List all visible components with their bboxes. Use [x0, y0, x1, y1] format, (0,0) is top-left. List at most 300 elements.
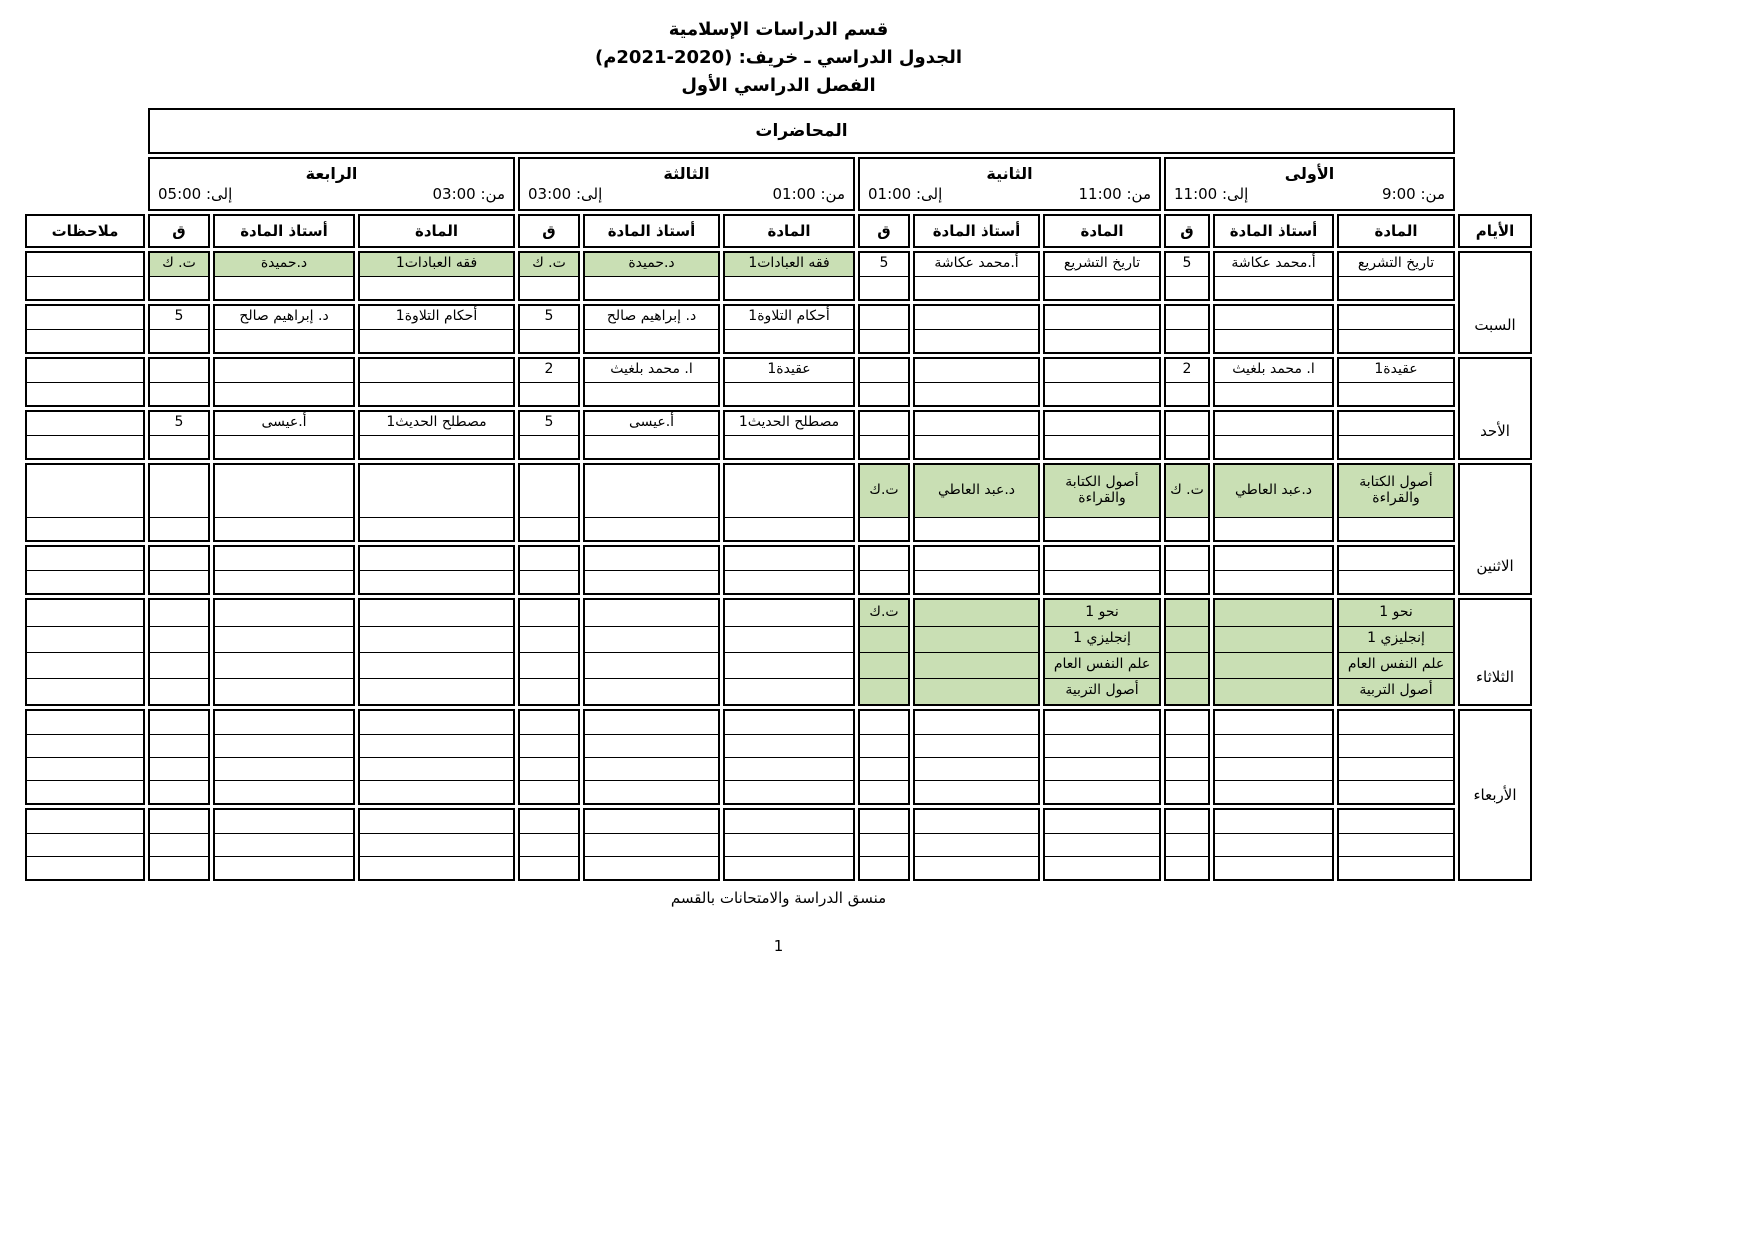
schedule-cell [150, 652, 208, 678]
schedule-cell [725, 329, 853, 352]
schedule-cell [915, 652, 1038, 678]
schedule-cell [1215, 734, 1332, 757]
header-room-p1: ق [1164, 214, 1210, 248]
schedule-cell [215, 856, 353, 879]
schedule-cell [860, 359, 908, 382]
schedule-cell-column [518, 709, 580, 805]
schedule-cell [1166, 517, 1208, 540]
schedule-cell [27, 570, 143, 593]
schedule-cell [360, 329, 513, 352]
period-second-to: إلى: 01:00 [868, 185, 943, 204]
schedule-cell-column [723, 410, 855, 460]
schedule-cell [1339, 276, 1453, 299]
schedule-cell: 2 [1182, 361, 1192, 378]
schedule-cell [860, 833, 908, 856]
schedule-cell-column [913, 709, 1040, 805]
schedule-cell [725, 465, 853, 517]
schedule-cell [1045, 734, 1159, 757]
schedule-cell [27, 412, 143, 435]
schedule-cell [215, 652, 353, 678]
schedule-cell [860, 757, 908, 780]
schedule-cell-column [1213, 808, 1334, 881]
schedule-cell [585, 652, 718, 678]
schedule-cell [520, 780, 578, 803]
schedule-cell [1045, 306, 1159, 329]
schedule-cell-column [858, 545, 910, 595]
schedule-cell [585, 329, 718, 352]
schedule-cell-column [583, 709, 720, 805]
schedule-cell-column [518, 598, 580, 706]
schedule-cell-column [1337, 463, 1455, 542]
lectures-header-row [25, 108, 1532, 154]
schedule-cell-column [1337, 251, 1455, 301]
header-teacher-p1: أستاذ المادة [1213, 214, 1334, 248]
schedule-cell [360, 600, 513, 626]
schedule-sub-block [25, 251, 1455, 301]
schedule-cell-column [148, 545, 210, 595]
schedule-cell [1166, 570, 1208, 593]
schedule-cell-column [1043, 709, 1161, 805]
schedule-cell [1215, 780, 1332, 803]
schedule-cell: أ.محمد عكاشة [1231, 255, 1316, 272]
schedule-cell [860, 856, 908, 879]
schedule-cell: د.حميدة [215, 253, 353, 276]
schedule-cell-column [1337, 808, 1455, 881]
schedule-cell [1339, 547, 1453, 570]
schedule-cell-column [1164, 709, 1210, 805]
schedule-cell [360, 711, 513, 734]
header-subject-p3: المادة [723, 214, 855, 248]
schedule-cell [1166, 600, 1208, 626]
schedule-cell [725, 547, 853, 570]
schedule-cell [520, 600, 578, 626]
schedule-cell-column [858, 808, 910, 881]
schedule-cell [915, 734, 1038, 757]
day-content [25, 251, 1455, 354]
schedule-cell [215, 435, 353, 458]
schedule-cell-column [583, 598, 720, 706]
schedule-cell-column [518, 357, 580, 407]
day-label: الأربعاء [1458, 709, 1532, 881]
day-content [25, 598, 1455, 706]
schedule-cell [1339, 757, 1453, 780]
schedule-cell [27, 652, 143, 678]
schedule-cell [585, 757, 718, 780]
schedule-cell-column [148, 463, 210, 542]
schedule-cell [360, 734, 513, 757]
schedule-cell-column [913, 598, 1040, 706]
semester-title: الفصل الدراسي الأول [681, 74, 876, 96]
schedule-cell-column [1213, 357, 1334, 407]
schedule-cell-column [358, 410, 515, 460]
schedule-cell [150, 833, 208, 856]
schedule-table [25, 108, 1532, 881]
schedule-cell [27, 626, 143, 652]
schedule-cell-column [148, 410, 210, 460]
schedule-cell [725, 810, 853, 833]
schedule-cell [860, 412, 908, 435]
period-third-from: من: 01:00 [772, 185, 845, 204]
schedule-cell [27, 856, 143, 879]
schedule-cell-column [1043, 545, 1161, 595]
schedule-cell-column [358, 709, 515, 805]
schedule-cell [1166, 306, 1208, 329]
schedule-cell: تاريخ التشريع [1063, 255, 1141, 272]
schedule-cell [860, 711, 908, 734]
schedule-cell [860, 652, 908, 678]
schedule-cell [150, 517, 208, 540]
period-third-name: الثالثة [663, 164, 710, 184]
schedule-cell-column [858, 463, 910, 542]
schedule-cell-column [25, 545, 145, 595]
schedule-cell [915, 626, 1038, 652]
schedule-cell-column [1213, 598, 1334, 706]
schedule-cell [27, 329, 143, 352]
schedule-cell-column [583, 357, 720, 407]
schedule-cell: 5 [879, 255, 889, 272]
schedule-cell [915, 570, 1038, 593]
schedule-cell-column [1213, 545, 1334, 595]
schedule-cell [1166, 757, 1208, 780]
schedule-cell [520, 734, 578, 757]
schedule-cell-column [25, 410, 145, 460]
spacer [1458, 108, 1532, 154]
header-room-p4: ق [148, 214, 210, 248]
schedule-cell [725, 570, 853, 593]
schedule-cell [150, 678, 208, 704]
schedule-cell-column [518, 304, 580, 354]
schedule-cell [1045, 517, 1159, 540]
schedule-cell [915, 678, 1038, 704]
schedule-cell [860, 276, 908, 299]
schedule-sub-block [25, 357, 1455, 407]
schedule-cell [520, 833, 578, 856]
schedule-cell [215, 833, 353, 856]
schedule-cell: أصول التربية [1045, 678, 1159, 704]
schedule-cell-column [1213, 251, 1334, 301]
schedule-cell-column [1164, 808, 1210, 881]
header-room-p2: ق [858, 214, 910, 248]
schedule-cell-column [213, 598, 355, 706]
period-second-from: من: 11:00 [1078, 185, 1151, 204]
schedule-cell [1215, 547, 1332, 570]
schedule-cell: 2 [544, 361, 554, 378]
schedule-cell [27, 435, 143, 458]
schedule-cell [725, 382, 853, 405]
schedule-cell [150, 465, 208, 517]
schedule-cell-column [1043, 357, 1161, 407]
schedule-cell-column [1337, 545, 1455, 595]
schedule-cell-column [25, 357, 145, 407]
schedule-cell [520, 810, 578, 833]
schedule-cell [150, 711, 208, 734]
schedule-cell [1215, 757, 1332, 780]
schedule-cell [1215, 570, 1332, 593]
schedule-cell [520, 435, 578, 458]
spacer [1458, 157, 1532, 211]
period-third [518, 157, 855, 211]
schedule-cell [215, 734, 353, 757]
schedule-cell [150, 856, 208, 879]
schedule-cell [725, 856, 853, 879]
schedule-cell [150, 276, 208, 299]
schedule-sub-block [25, 598, 1455, 706]
schedule-cell: د. إبراهيم صالح [606, 308, 697, 325]
period-second-name: الثانية [986, 164, 1033, 184]
schedule-cell-column [358, 304, 515, 354]
schedule-cell [150, 734, 208, 757]
day-row-الثلاثاء [25, 598, 1532, 706]
schedule-cell [725, 517, 853, 540]
schedule-cell [215, 465, 353, 517]
header-subject-p1: المادة [1337, 214, 1455, 248]
schedule-cell [27, 276, 143, 299]
days-container [25, 251, 1532, 881]
period-second [858, 157, 1161, 211]
schedule-cell [725, 711, 853, 734]
schedule-cell: علم النفس العام [1339, 652, 1453, 678]
schedule-cell [725, 276, 853, 299]
schedule-cell [27, 757, 143, 780]
schedule-cell [860, 306, 908, 329]
schedule-cell-column [213, 709, 355, 805]
schedule-cell [585, 570, 718, 593]
schedule-cell-column [1337, 709, 1455, 805]
schedule-cell-column [25, 251, 145, 301]
schedule-cell-column [518, 545, 580, 595]
column-header-row [25, 214, 1532, 248]
schedule-cell-column [1337, 598, 1455, 706]
schedule-cell: ا. محمد بلغيث [1232, 361, 1315, 378]
schedule-cell [915, 435, 1038, 458]
schedule-cell-column [723, 808, 855, 881]
schedule-cell-column [25, 463, 145, 542]
schedule-cell-column [358, 598, 515, 706]
schedule-cell-column [148, 598, 210, 706]
period-first-name: الأولى [1284, 164, 1335, 184]
schedule-cell [215, 517, 353, 540]
schedule-cell [27, 600, 143, 626]
schedule-cell [860, 626, 908, 652]
schedule-cell [520, 711, 578, 734]
schedule-cell: د.عبد العاطي [915, 465, 1038, 517]
schedule-cell [27, 711, 143, 734]
schedule-cell [1045, 276, 1159, 299]
schedule-cell-column [25, 598, 145, 706]
day-row-الأربعاء [25, 709, 1532, 881]
schedule-cell [585, 833, 718, 856]
schedule-cell [585, 856, 718, 879]
schedule-cell-column [583, 410, 720, 460]
schedule-cell: إنجليزي 1 [1339, 626, 1453, 652]
schedule-cell [915, 810, 1038, 833]
schedule-cell [585, 678, 718, 704]
schedule-cell [27, 547, 143, 570]
schedule-cell [360, 547, 513, 570]
schedule-cell [915, 306, 1038, 329]
schedule-cell [150, 329, 208, 352]
schedule-cell [1215, 810, 1332, 833]
schedule-cell-column [148, 357, 210, 407]
schedule-cell [150, 547, 208, 570]
schedule-cell-column [723, 598, 855, 706]
schedule-sheet [25, 0, 1532, 955]
period-fourth [148, 157, 515, 211]
schedule-cell [1166, 626, 1208, 652]
day-row-السبت [25, 251, 1532, 354]
schedule-cell [915, 780, 1038, 803]
schedule-cell [1045, 412, 1159, 435]
schedule-cell-column [25, 709, 145, 805]
day-row-الاثنين [25, 463, 1532, 595]
day-label: الاثنين [1458, 463, 1532, 595]
schedule-cell [360, 678, 513, 704]
schedule-cell [1166, 547, 1208, 570]
schedule-cell [520, 329, 578, 352]
day-label: الأحد [1458, 357, 1532, 460]
schedule-cell [915, 600, 1038, 626]
schedule-cell [1339, 382, 1453, 405]
schedule-cell [520, 517, 578, 540]
schedule-cell-column [1213, 410, 1334, 460]
period-first-to: إلى: 11:00 [1174, 185, 1249, 204]
page-number: 1 [773, 936, 784, 955]
schedule-cell [215, 600, 353, 626]
schedule-cell: أ.عيسى [628, 414, 675, 431]
schedule-cell-column [1337, 410, 1455, 460]
schedule-cell: إنجليزي 1 [1045, 626, 1159, 652]
day-content [25, 463, 1455, 595]
schedule-cell [150, 780, 208, 803]
schedule-cell [1339, 856, 1453, 879]
schedule-cell [360, 517, 513, 540]
schedule-cell-column [213, 808, 355, 881]
schedule-cell [360, 652, 513, 678]
schedule-cell-column [518, 808, 580, 881]
day-row-الأحد [25, 357, 1532, 460]
schedule-cell [860, 734, 908, 757]
schedule-cell [585, 711, 718, 734]
schedule-cell-column [583, 304, 720, 354]
schedule-cell [215, 570, 353, 593]
schedule-cell [215, 757, 353, 780]
schedule-cell-column [913, 808, 1040, 881]
schedule-cell: عقيدة1 [1374, 361, 1418, 378]
schedule-cell [150, 810, 208, 833]
schedule-cell [27, 253, 143, 276]
schedule-cell-column [723, 709, 855, 805]
schedule-cell [860, 382, 908, 405]
coordinator-note: منسق الدراسة والامتحانات بالقسم [670, 888, 887, 907]
schedule-cell [1045, 856, 1159, 879]
periods-header-row [25, 157, 1532, 211]
schedule-cell: أ.عيسى [261, 414, 307, 431]
schedule-cell [1215, 276, 1332, 299]
header-teacher-p4: أستاذ المادة [213, 214, 355, 248]
schedule-cell [585, 382, 718, 405]
schedule-cell [215, 359, 353, 382]
schedule-cell [1166, 382, 1208, 405]
schedule-cell [915, 382, 1038, 405]
schedule-sub-block [25, 463, 1455, 542]
schedule-cell-column [723, 304, 855, 354]
schedule-cell-column [723, 463, 855, 542]
schedule-cell [1215, 856, 1332, 879]
schedule-cell-column [213, 304, 355, 354]
schedule-cell-column [1164, 251, 1210, 301]
schedule-cell [1215, 517, 1332, 540]
schedule-cell-column [518, 251, 580, 301]
schedule-cell-column [1043, 304, 1161, 354]
day-label: الثلاثاء [1458, 598, 1532, 706]
schedule-cell-column [1213, 709, 1334, 805]
schedule-cell [150, 382, 208, 405]
schedule-cell-column [1043, 410, 1161, 460]
schedule-cell [27, 517, 143, 540]
schedule-cell [915, 547, 1038, 570]
schedule-cell-column [1337, 304, 1455, 354]
schedule-cell-column [25, 304, 145, 354]
schedule-cell [915, 276, 1038, 299]
schedule-cell [360, 810, 513, 833]
schedule-cell [1166, 412, 1208, 435]
schedule-cell [520, 626, 578, 652]
header-subject-p2: المادة [1043, 214, 1161, 248]
schedule-cell-column [858, 357, 910, 407]
schedule-cell: علم النفس العام [1045, 652, 1159, 678]
schedule-cell-column [858, 304, 910, 354]
schedule-cell [585, 810, 718, 833]
schedule-cell: أحكام التلاوة1 [395, 308, 478, 325]
schedule-cell [360, 856, 513, 879]
header-days: الأيام [1458, 214, 1532, 248]
schedule-cell [1166, 329, 1208, 352]
schedule-cell [860, 517, 908, 540]
schedule-cell [1215, 329, 1332, 352]
header-teacher-p3: أستاذ المادة [583, 214, 720, 248]
schedule-cell [1339, 780, 1453, 803]
schedule-cell [27, 465, 143, 517]
schedule-cell [520, 547, 578, 570]
schedule-cell: أصول الكتابة والقراءة [1339, 465, 1453, 517]
schedule-cell [1339, 412, 1453, 435]
day-label: السبت [1458, 251, 1532, 354]
schedule-cell [27, 382, 143, 405]
schedule-cell [725, 833, 853, 856]
schedule-cell-column [213, 357, 355, 407]
schedule-cell [215, 626, 353, 652]
schedule-cell: 5 [1182, 255, 1192, 272]
schedule-cell [585, 465, 718, 517]
schedule-cell [520, 382, 578, 405]
schedule-cell [915, 711, 1038, 734]
schedule-cell [1166, 276, 1208, 299]
schedule-cell [1339, 329, 1453, 352]
schedule-cell: 5 [544, 308, 554, 325]
schedule-cell: 5 [544, 414, 554, 431]
schedule-cell-column [518, 463, 580, 542]
schedule-cell [27, 678, 143, 704]
schedule-cell [585, 780, 718, 803]
schedule-cell [215, 780, 353, 803]
schedule-cell-column [358, 545, 515, 595]
schedule-cell [725, 734, 853, 757]
schedule-cell [915, 757, 1038, 780]
schedule-cell: فقه العبادات1 [725, 253, 853, 276]
schedule-cell-column [1337, 357, 1455, 407]
schedule-cell [725, 678, 853, 704]
schedule-cell-column [583, 251, 720, 301]
